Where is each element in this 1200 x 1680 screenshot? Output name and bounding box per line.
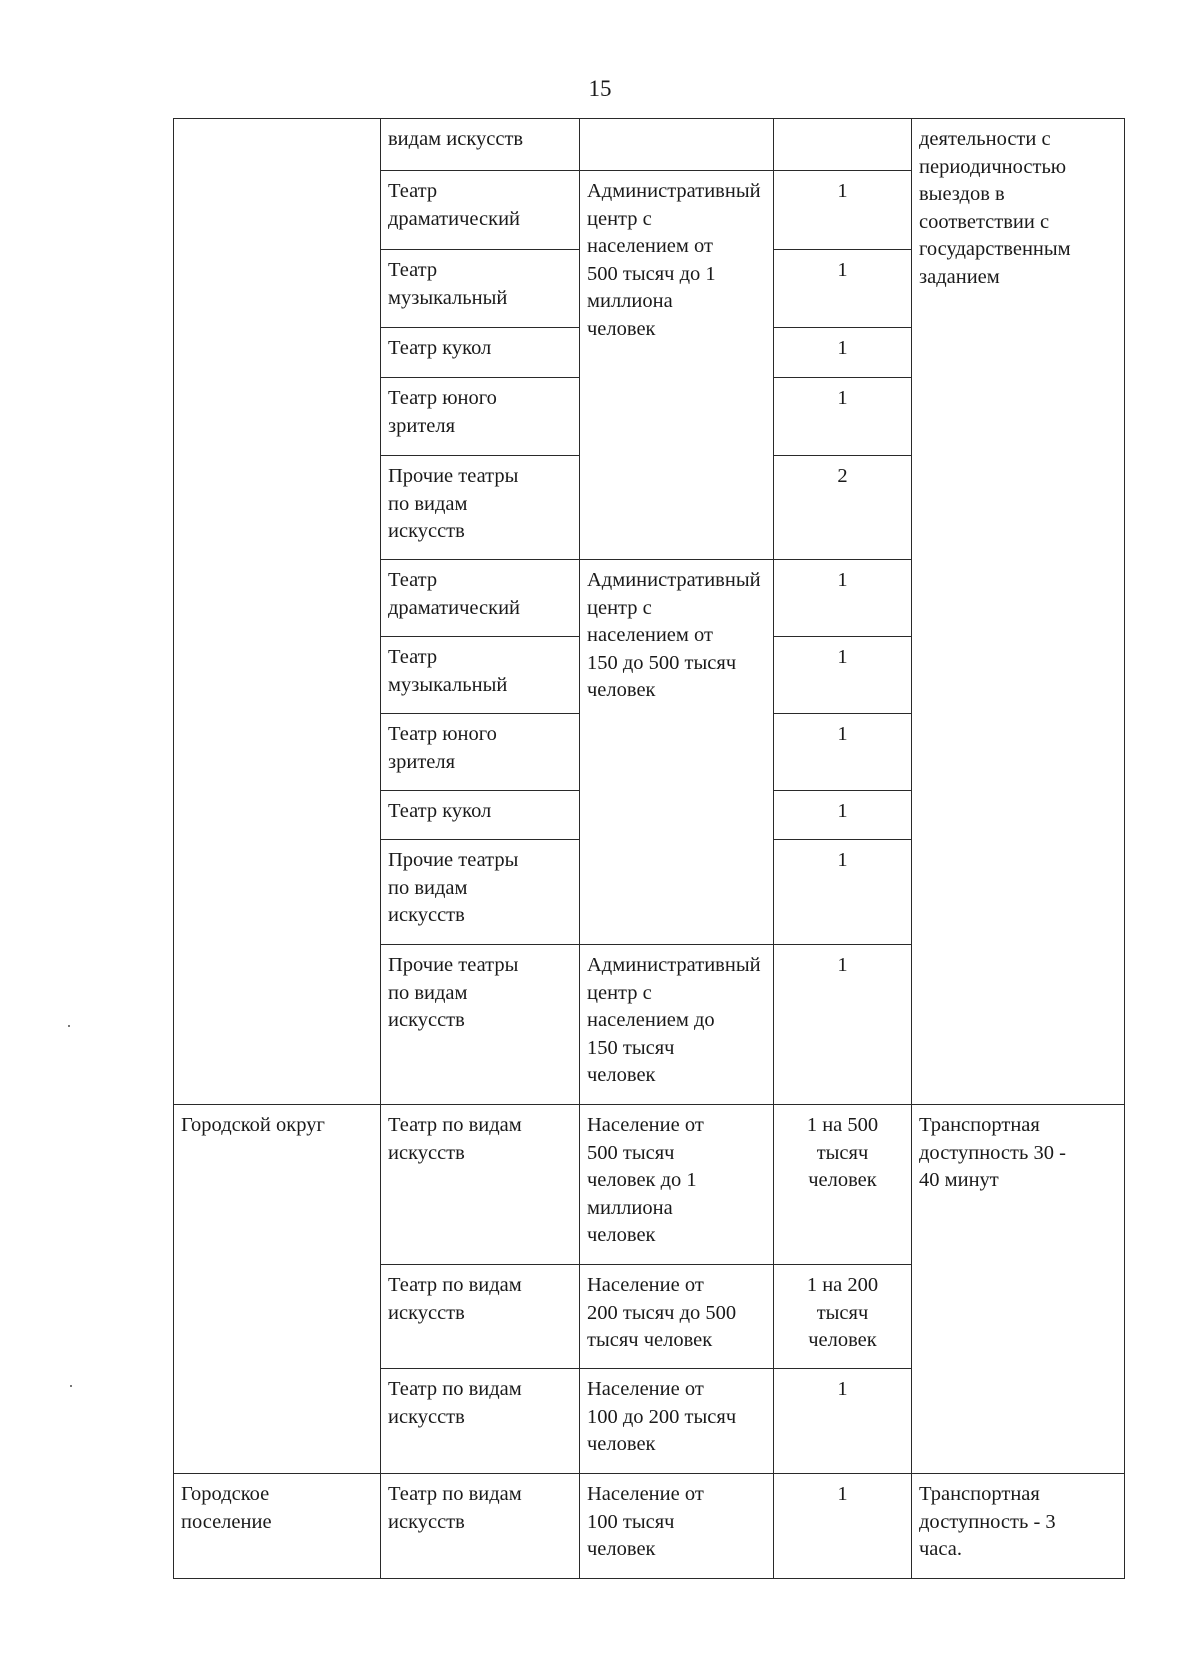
table-row bbox=[174, 1474, 1125, 1579]
population-cell: Административный центр с населением от 500 тысяч до 1 миллиона человек bbox=[580, 171, 774, 560]
population-cell: Административный центр с населением от 150 до 500 тысяч человек bbox=[580, 560, 774, 945]
theatre-type-cell: Театр драматический bbox=[381, 171, 580, 250]
note-cell: деятельности с периодичностью выездов в соответствии с государственным заданием bbox=[912, 119, 1125, 1105]
theatre-type-cell: Театр по видам искусств bbox=[381, 1265, 580, 1369]
theatre-type-cell: Театр драматический bbox=[381, 560, 580, 637]
theatre-type-cell: Театр по видам искусств bbox=[381, 1369, 580, 1474]
norm-value-cell: 1 bbox=[774, 714, 912, 791]
settlement-type-cell: Городской округ bbox=[174, 1105, 381, 1474]
norm-value-cell: 1 bbox=[774, 378, 912, 456]
note-cell: Транспортная доступность 30 - 40 минут bbox=[912, 1105, 1125, 1474]
note-cell: Транспортная доступность - 3 часа. bbox=[912, 1474, 1125, 1579]
settlement-type-cell: Городское поселение bbox=[174, 1474, 381, 1579]
norm-value-cell: 1 bbox=[774, 171, 912, 250]
norm-value-cell: 2 bbox=[774, 456, 912, 560]
norm-value-cell: 1 bbox=[774, 840, 912, 945]
norm-value-cell: 1 на 500 тысяч человек bbox=[774, 1105, 912, 1265]
norm-value-cell: 1 bbox=[774, 250, 912, 328]
theatre-type-cell: Театр по видам искусств bbox=[381, 1474, 580, 1579]
norm-value-cell: 1 bbox=[774, 791, 912, 840]
theatre-type-cell: Театр кукол bbox=[381, 328, 580, 378]
norm-value-cell: 1 bbox=[774, 637, 912, 714]
population-cell: Население от 100 тысяч человек bbox=[580, 1474, 774, 1579]
norm-value-cell: 1 на 200 тысяч человек bbox=[774, 1265, 912, 1369]
population-cell: Население от 100 до 200 тысяч человек bbox=[580, 1369, 774, 1474]
norm-value-cell: 1 bbox=[774, 1474, 912, 1579]
scan-speck bbox=[68, 1025, 70, 1027]
population-cell: Население от 200 тысяч до 500 тысяч человек bbox=[580, 1265, 774, 1369]
theatre-type-cell: Театр музыкальный bbox=[381, 637, 580, 714]
settlement-type-cell bbox=[174, 119, 381, 1105]
theatre-type-cell: Прочие театры по видам искусств bbox=[381, 840, 580, 945]
population-cell: Население от 500 тысяч человек до 1 миллиона человек bbox=[580, 1105, 774, 1265]
theatre-type-cell: Театр юного зрителя bbox=[381, 714, 580, 791]
theatre-type-cell: Театр по видам искусств bbox=[381, 1105, 580, 1265]
theatre-type-cell: Театр музыкальный bbox=[381, 250, 580, 328]
table-row bbox=[174, 119, 1125, 171]
population-cell: Административный центр с населением до 150 тысяч человек bbox=[580, 945, 774, 1105]
scan-speck bbox=[70, 1385, 72, 1387]
table-row bbox=[174, 1105, 1125, 1265]
norm-value-cell: 1 bbox=[774, 560, 912, 637]
theatre-norms-table bbox=[173, 118, 1125, 1579]
population-cell bbox=[580, 119, 774, 171]
theatre-type-cell: Прочие театры по видам искусств bbox=[381, 945, 580, 1105]
theatre-type-cell: видам искусств bbox=[381, 119, 580, 171]
norm-value-cell: 1 bbox=[774, 945, 912, 1105]
norm-value-cell: 1 bbox=[774, 328, 912, 378]
norm-value-cell: 1 bbox=[774, 1369, 912, 1474]
theatre-type-cell: Прочие театры по видам искусств bbox=[381, 456, 580, 560]
theatre-type-cell: Театр юного зрителя bbox=[381, 378, 580, 456]
theatre-type-cell: Театр кукол bbox=[381, 791, 580, 840]
norm-value-cell bbox=[774, 119, 912, 171]
page-number: 15 bbox=[588, 76, 612, 101]
